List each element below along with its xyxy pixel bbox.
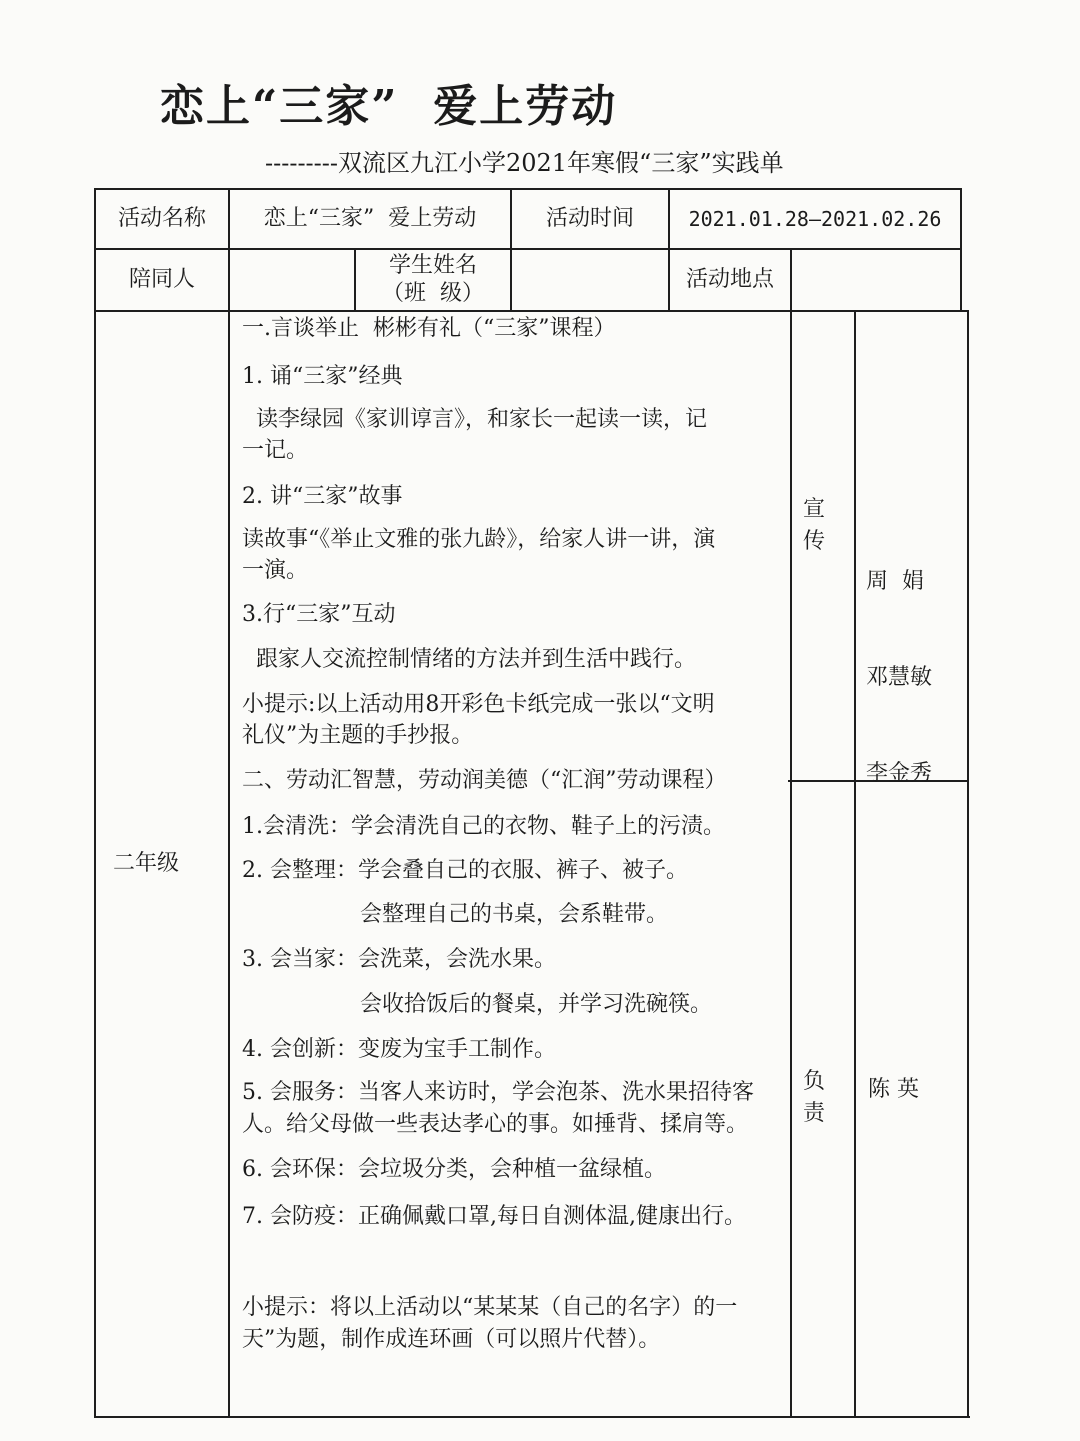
- location-label: 活动地点: [685, 267, 774, 292]
- table-col-divider-1: [228, 188, 230, 1418]
- section-one-item-1-text-2: 一记。: [242, 438, 309, 463]
- section-two-tip-2: 天”为题，制作成连环画（可以照片代替）。: [242, 1327, 661, 1352]
- section-one-item-3-title: 3.行“三家”互动: [242, 602, 396, 627]
- section-two-item-7: 7. 会防疫：正确佩戴口罩,每日自测体温,健康出行。: [242, 1204, 746, 1229]
- table-row-divider-2: [94, 310, 968, 312]
- section-two-item-6: 6. 会环保：会垃圾分类，会种植一盆绿植。: [242, 1157, 666, 1182]
- student-name-label: [356, 250, 510, 310]
- student-name-label-line1: 学生姓名: [388, 253, 477, 278]
- activity-time-label: 活动时间: [545, 206, 634, 231]
- publicity-char-1: 宣: [802, 497, 825, 522]
- companion-label: 陪同人: [128, 267, 195, 292]
- responsible-char-2: 责: [802, 1101, 825, 1126]
- location-value[interactable]: [792, 250, 960, 310]
- section-one-item-2-text-1: 读故事“《举止文雅的张九龄》，给家人讲一讲，演: [242, 527, 716, 552]
- activity-name-label: 活动名称: [117, 206, 206, 231]
- student-name-value[interactable]: [512, 250, 668, 310]
- student-name-label-line2: （班 级）: [382, 281, 484, 306]
- section-one-item-2-title: 2. 讲“三家”故事: [242, 484, 403, 509]
- section-two-item-4: 4. 会创新：变废为宝手工制作。: [242, 1037, 556, 1062]
- section-one-item-1-title: 1. 诵“三家”经典: [242, 364, 403, 389]
- section-two-tip-1: 小提示：将以上活动以“某某某（自己的名字）的一: [242, 1295, 738, 1320]
- section-one-tip-2: 礼仪”为主题的手抄报。: [242, 723, 474, 748]
- section-one-item-2-text-2: 一演。: [242, 558, 309, 583]
- publicity-name-3: 李金秀: [866, 761, 933, 786]
- table-col-divider-5: [790, 248, 792, 1418]
- section-two-item-5-line-2: 人。给父母做一些表达孝心的事。如捶背、揉肩等。: [242, 1112, 749, 1137]
- section-one-heading: 一.言谈举止 彬彬有礼（“三家”课程）: [242, 316, 616, 341]
- responsible-char-1: 负: [802, 1069, 825, 1094]
- responsible-label: [796, 1066, 832, 1130]
- section-one-item-1-text-1: 读李绿园《家训谆言》，和家长一起读一读，记: [242, 407, 707, 432]
- section-two-item-2-line-1: 2. 会整理：学会叠自己的衣服、裤子、被子。: [242, 858, 688, 883]
- section-two-item-5-line-1: 5. 会服务：当客人来访时，学会泡茶、洗水果招待客: [242, 1080, 754, 1105]
- table-border-right-top: [960, 188, 962, 311]
- responsible-names: 陈 英: [868, 1077, 919, 1102]
- section-two-item-2-line-2: 会整理自己的书桌，会系鞋带。: [360, 902, 669, 927]
- companion-value[interactable]: [230, 250, 354, 310]
- table-col-divider-6: [854, 310, 856, 1418]
- table-border-right: [967, 310, 969, 1418]
- section-two-item-1: 1.会清洗：学会清洗自己的衣物、鞋子上的污渍。: [242, 814, 725, 839]
- section-one-item-3-text: 跟家人交流控制情绪的方法并到生活中践行。: [242, 647, 696, 672]
- publicity-label: [796, 494, 832, 558]
- section-two-item-3-line-2: 会收拾饭后的餐桌，并学习洗碗筷。: [360, 992, 713, 1017]
- page-title: 恋上“三家” 爱上劳动: [160, 81, 618, 132]
- activity-time-value: 2021.01.28—2021.02.26: [688, 207, 942, 231]
- publicity-name-2: 邓慧敏: [866, 665, 933, 690]
- publicity-char-2: 传: [802, 529, 825, 554]
- page-subtitle: ---------双流区九江小学2021年寒假“三家”实践单: [265, 149, 784, 177]
- activity-name-value: 恋上“三家” 爱上劳动: [263, 206, 477, 231]
- section-two-item-3-line-1: 3. 会当家：会洗菜，会洗水果。: [242, 947, 556, 972]
- section-two-heading: 二、劳动汇智慧，劳动润美德（“汇润”劳动课程）: [242, 768, 727, 793]
- publicity-names: [866, 502, 932, 822]
- publicity-name-1: 周 娟: [866, 569, 924, 594]
- section-one-tip-1: 小提示:以上活动用8开彩色卡纸完成一张以“文明: [242, 692, 715, 717]
- grade-label: 二年级: [112, 851, 179, 876]
